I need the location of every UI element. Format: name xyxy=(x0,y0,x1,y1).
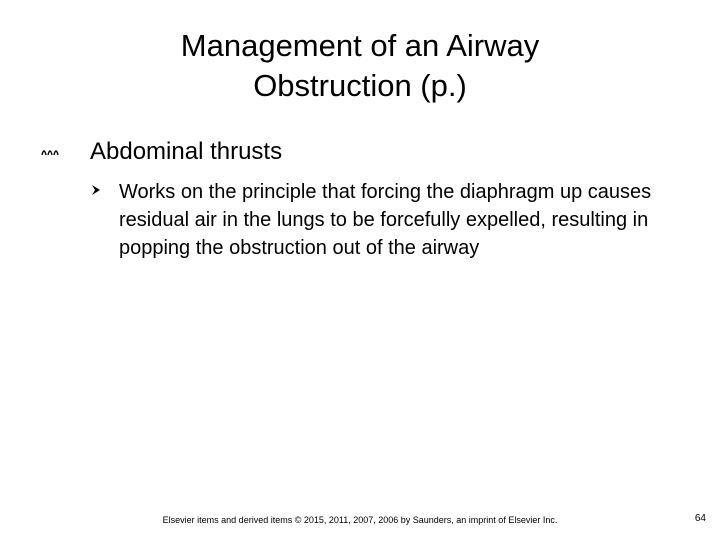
bullet-text: Abdominal thrusts xyxy=(90,138,283,165)
copyright-footer: Elsevier items and derived items © 2015, 2011, 2007, 2006 by Saunders, an imprint of Elsevier Inc. xyxy=(162,515,558,525)
title-line-1: Management of an Airway xyxy=(180,28,540,63)
page-number: 64 xyxy=(694,513,706,524)
slide-title xyxy=(60,26,660,106)
sub-bullet-text: Works on the principle that forcing the diaphragm up causes residual air in the lungs to be forcefully expelled, resulting in popping the obstruction out of the airway xyxy=(119,181,652,259)
arrowhead-icon xyxy=(90,184,102,196)
three-wavy-lines-icon xyxy=(40,144,60,158)
title-line-2: Obstruction (p.) xyxy=(253,68,467,103)
